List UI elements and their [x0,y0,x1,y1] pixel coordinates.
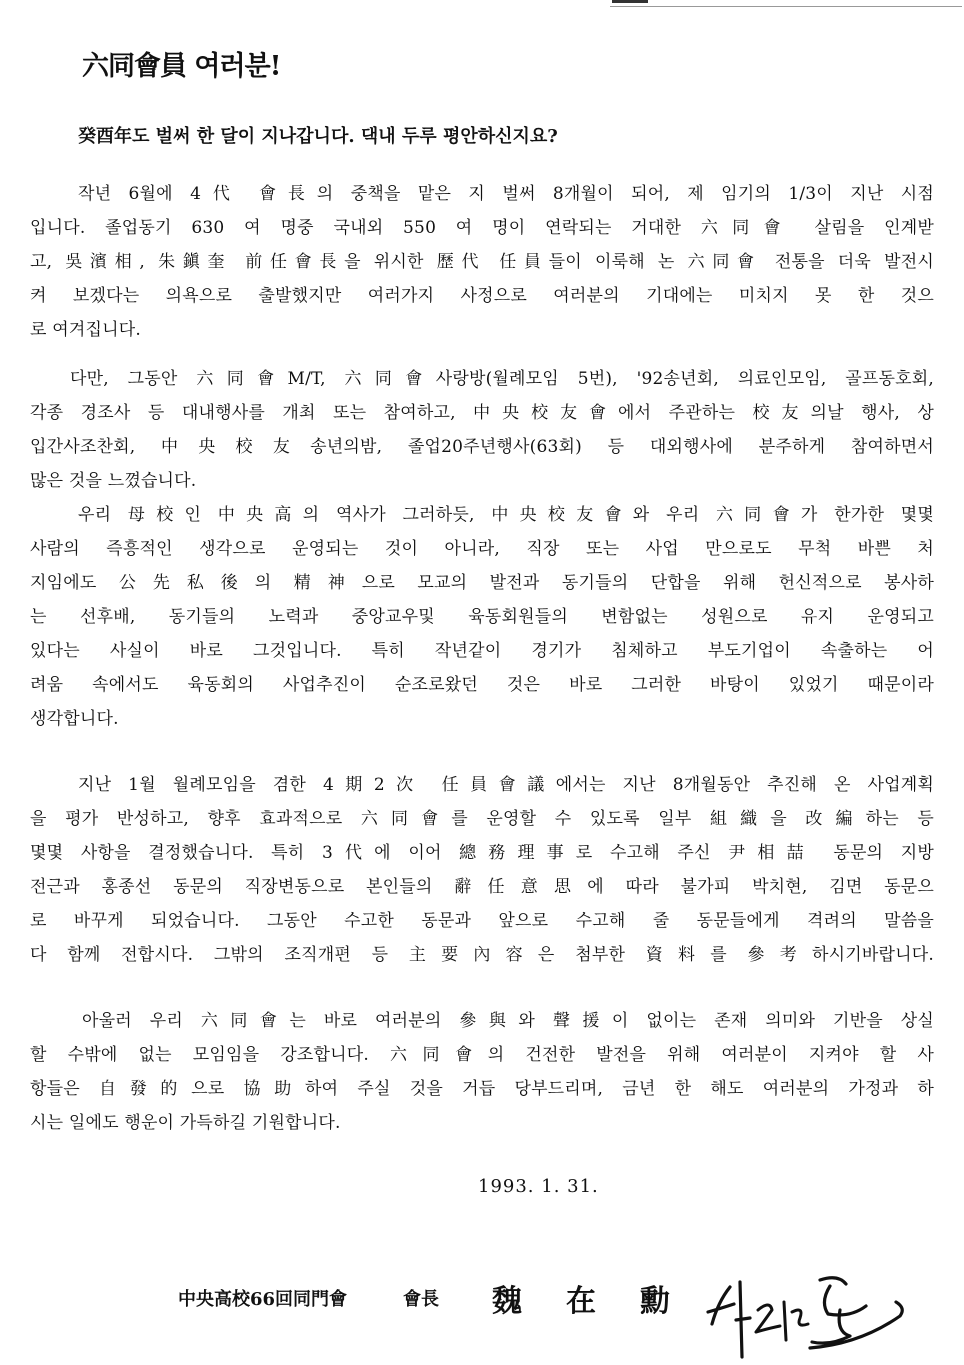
text-line: 입니다. 졸업동기 630 여 명중 국내외 550 여 명이 연락되는 거대한 六同會 살림을 인계받 [30,218,934,238]
text-line: 을 평가 반성하고, 향후 효과적으로 六同會를 운영할 수 있도록 일부 組織을 改編하는 등 [30,809,934,829]
text-line: 다 함께 전합시다. 그밖의 조직개편 등 主要內容은 첨부한 資料를 參考하시기바랍니다. [30,945,934,965]
text-line: 는 선후배, 동기들의 노력과 중앙교우및 육동회원들의 변함없는 성원으로 유지 운영되고 [30,607,934,627]
text-line: 로 여겨집니다. [30,320,141,340]
text-line: 항들은 自發的으로 協助하여 주실 것을 거듭 당부드리며, 금년 한 해도 여러분의 가정과 하 [30,1079,934,1099]
text-line: 켜 보겠다는 의욕으로 출발했지만 여러가지 사정으로 여러분의 기대에는 미치지 못 한 것으 [30,286,934,306]
paragraph-5 [30,1004,934,1140]
text-line: 생각합니다. [30,709,119,729]
paragraph-3 [30,498,934,736]
letter-date: 1993. 1. 31. [478,1176,599,1197]
signer-role: 會長 [403,1289,439,1310]
text-line: 사람의 즉흥적인 생각으로 운영되는 것이 아니라, 직장 또는 사업 만으로도 무척 바쁜 처 [30,539,934,559]
signer-name: 魏在勳 [492,1284,714,1319]
scan-mark [612,0,648,3]
greeting-line: 癸酉年도 벌써 한 달이 지나갑니다. 댁내 두루 평안하신지요? [78,126,558,147]
text-line: 할 수밖에 없는 모임임을 강조합니다. 六同會의 건전한 발전을 위해 여러분이 지켜야 할 사 [30,1045,934,1065]
text-line: 몇몇 사항을 결정했습니다. 특히 3代에 이어 總務理事로 수고해 주신 尹相喆 동문의 지방 [30,843,934,863]
text-line: 전근과 홍종선 동문의 직장변동으로 본인들의 辭任意思에 따라 불가피 박치현, 김면 동문으 [30,877,934,897]
text-line: 많은 것을 느꼈습니다. [30,471,197,491]
text-line: 시는 일에도 행운이 가득하길 기원합니다. [30,1113,341,1133]
paragraph-4 [30,768,934,972]
text-line: 있다는 사실이 바로 그것입니다. 특히 작년같이 경기가 침체하고 부도기업이 속출하는 어 [30,641,934,661]
text-line: 작년 6월에 4代 會長의 중책을 맡은 지 벌써 8개월이 되어, 제 임기의 1/3이 지난 시점 [78,184,934,204]
text-line: 각종 경조사 등 대내행사를 개최 또는 참여하고, 中央校友會에서 주관하는 校友의날 행사, 상 [30,403,934,423]
text-line: 우리 母校인 中央高의 역사가 그러하듯, 中央校友會와 우리 六同會가 한가한 몇몇 [78,505,934,525]
text-line: 아울러 우리 六同會는 바로 여러분의 參與와 聲援이 없이는 존재 의미와 기반을 상실 [82,1011,934,1031]
text-line: 다만, 그동안 六同會M/T, 六同會사랑방(월례모임 5번), '92송년회, 의료인모임, 골프동호회, [70,369,934,389]
handwritten-signature [700,1262,920,1362]
paragraph-2 [30,362,934,498]
text-line: 지임에도 公先私後의 精神으로 모교의 발전과 동기들의 단합을 위해 헌신적으로 봉사하 [30,573,934,593]
letter-title: 六同會員 여러분! [82,51,281,82]
organization-name: 中央高校66回同門會 [178,1289,348,1310]
text-line: 입간사조찬회, 中央校友송년의밤, 졸업20주년행사(63회) 등 대외행사에 분주하게 참여하면서 [30,437,934,457]
text-line: 려움 속에서도 육동회의 사업추진이 순조로왔던 것은 바로 그러한 바탕이 있었기 때문이라 [30,675,934,695]
text-line: 로 바꾸게 되었습니다. 그동안 수고한 동문과 앞으로 수고해 줄 동문들에게 격려의 말씀을 [30,911,934,931]
paragraph-1 [30,177,934,347]
text-line: 고, 吳濱相, 朱鎭奎 前任會長을 위시한 歷代 任員들이 이룩해 논 六同會 전통을 더욱 발전시 [30,252,934,272]
text-line: 지난 1월 월례모임을 겸한 4期2次 任員會議에서는 지난 8개월동안 추진해 온 사업계획 [78,775,934,795]
scan-line [610,6,962,7]
